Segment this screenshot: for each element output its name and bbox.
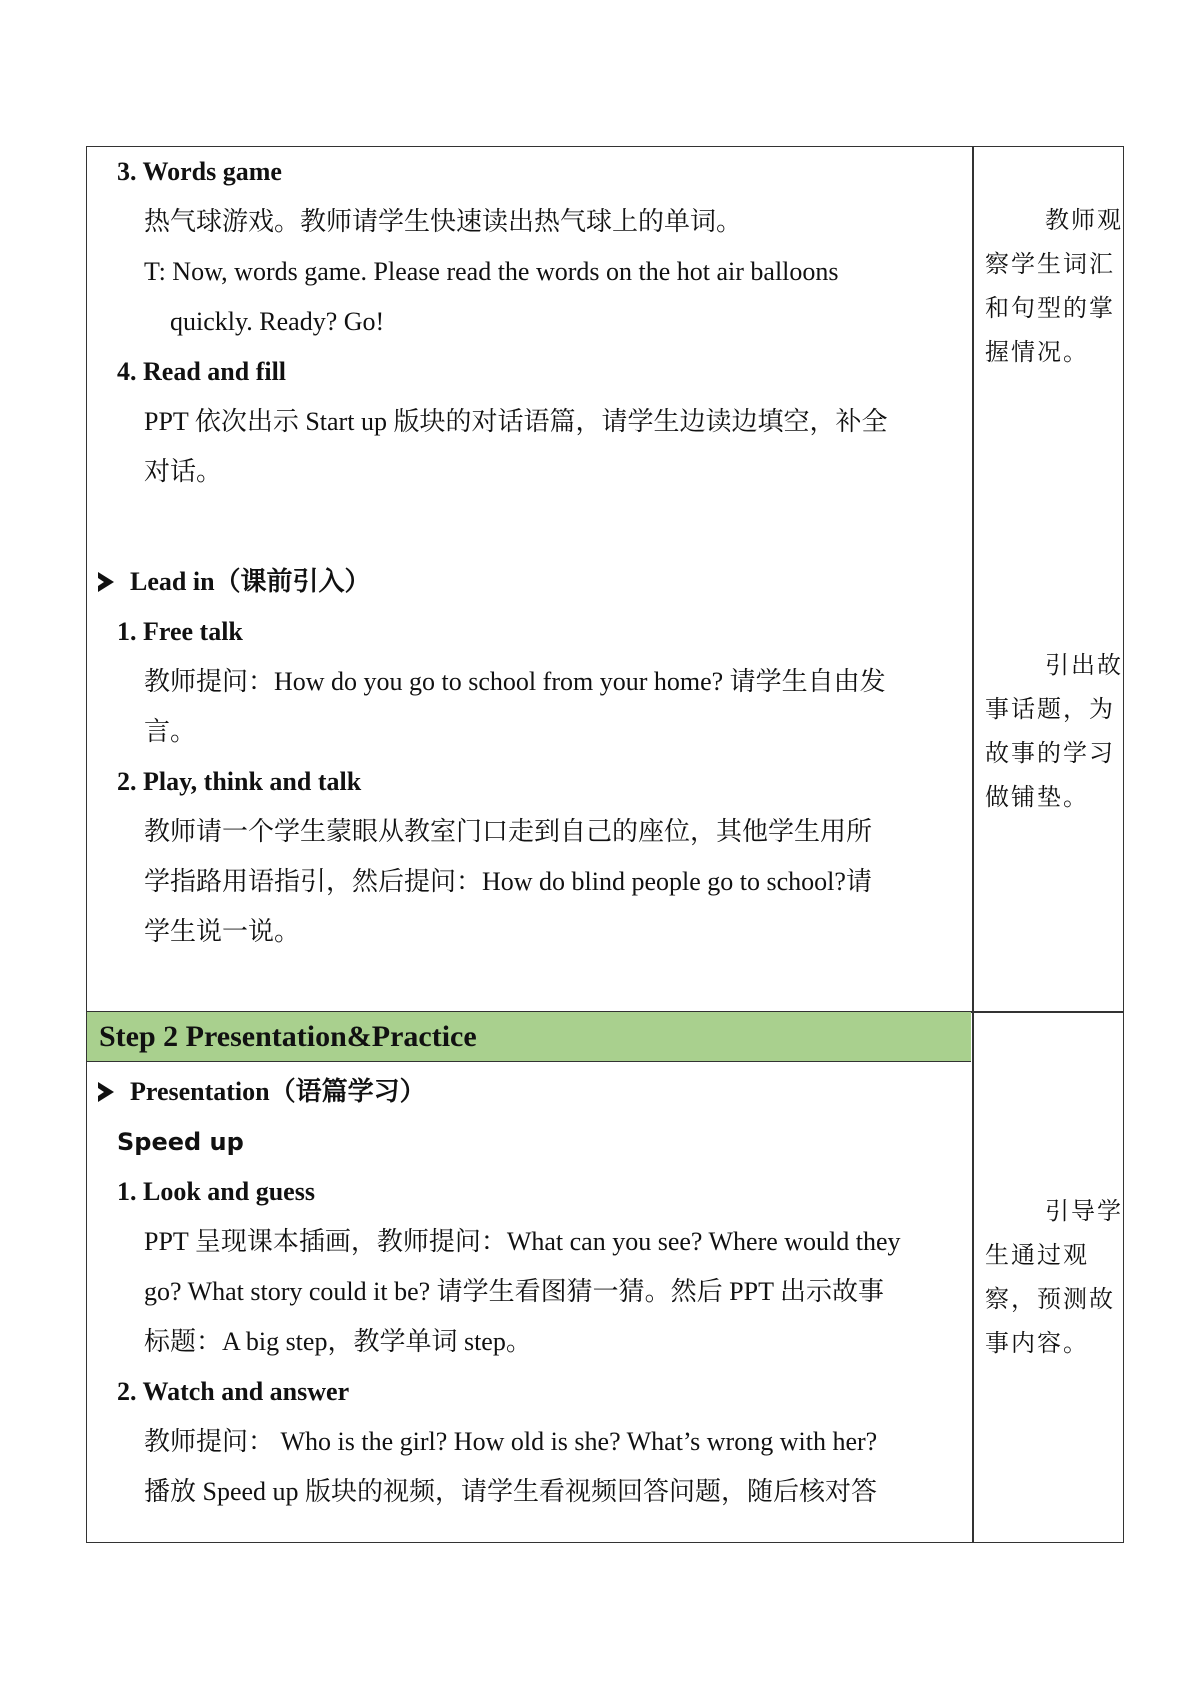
- note-line: 事内容。: [985, 1331, 1089, 1357]
- note-line: 察，预测故: [985, 1287, 1115, 1313]
- item4-line1: PPT 依次出示 Start up 版块的对话语篇，请学生边读边填空，补全: [144, 407, 888, 436]
- play-line3: 学生说一说。: [144, 917, 301, 946]
- note-line: 引导学: [1045, 1199, 1123, 1225]
- look-line3: 标题：A big step，教学单词 step。: [144, 1327, 532, 1356]
- look-line2: go? What story could it be? 请学生看图猜一猜。然后 PPT 出示故事: [144, 1277, 884, 1306]
- play-title: 2. Play, think and talk: [117, 767, 362, 796]
- watch-line2: 播放 Speed up 版块的视频，请学生看视频回答问题，随后核对答: [144, 1477, 878, 1506]
- note-line: 引出故: [1045, 653, 1123, 679]
- look-title: 1. Look and guess: [117, 1177, 315, 1206]
- bullet-arrow-icon: [98, 572, 114, 592]
- look-line1: PPT 呈现课本插画，教师提问：What can you see? Where would they: [144, 1227, 901, 1256]
- item4-title: 4. Read and fill: [117, 357, 287, 386]
- item4-line2: 对话。: [144, 457, 223, 486]
- note-line: 教师观: [1045, 208, 1123, 234]
- column-divider: [972, 147, 974, 1542]
- step-title: Step 2 Presentation&Practice: [99, 1020, 477, 1053]
- leadin-heading: Lead in（课前引入）: [130, 567, 371, 596]
- item3-line2: T: Now, words game. Please read the words on the hot air balloons: [144, 257, 839, 286]
- note-line: 握情况。: [985, 340, 1089, 366]
- note-line: 生通过观: [985, 1243, 1089, 1269]
- bullet-arrow-icon: [98, 1082, 114, 1102]
- note-predict: [985, 1190, 1123, 1366]
- note-line: 和句型的掌: [985, 296, 1115, 322]
- note-line: 事话题，为: [985, 697, 1115, 723]
- note-observe: [985, 199, 1123, 375]
- step-bar: [87, 1012, 971, 1062]
- watch-title: 2. Watch and answer: [117, 1377, 350, 1406]
- note-story-topic: [985, 644, 1123, 820]
- watch-line1: 教师提问： Who is the girl? How old is she? What’s wrong with her?: [144, 1427, 878, 1456]
- free-talk-line1: 教师提问：How do you go to school from your home? 请学生自由发: [144, 667, 886, 696]
- free-talk-line2: 言。: [144, 717, 197, 746]
- free-talk-title: 1. Free talk: [117, 617, 243, 646]
- note-line: 做铺垫。: [985, 785, 1089, 811]
- note-line: 故事的学习: [985, 741, 1115, 767]
- lesson-plan-table: [86, 146, 1124, 1543]
- item3-line1: 热气球游戏。教师请学生快速读出热气球上的单词。: [144, 207, 743, 236]
- speed-up-label: Speed up: [117, 1128, 244, 1156]
- presentation-heading: Presentation（语篇学习）: [130, 1077, 426, 1106]
- play-line2: 学指路用语指引，然后提问：How do blind people go to school?请: [144, 867, 872, 896]
- item3-line3: quickly. Ready? Go!: [170, 307, 385, 336]
- item3-title: 3. Words game: [117, 157, 282, 186]
- play-line1: 教师请一个学生蒙眼从教室门口走到自己的座位，其他学生用所: [144, 817, 873, 846]
- note-line: 察学生词汇: [985, 252, 1115, 278]
